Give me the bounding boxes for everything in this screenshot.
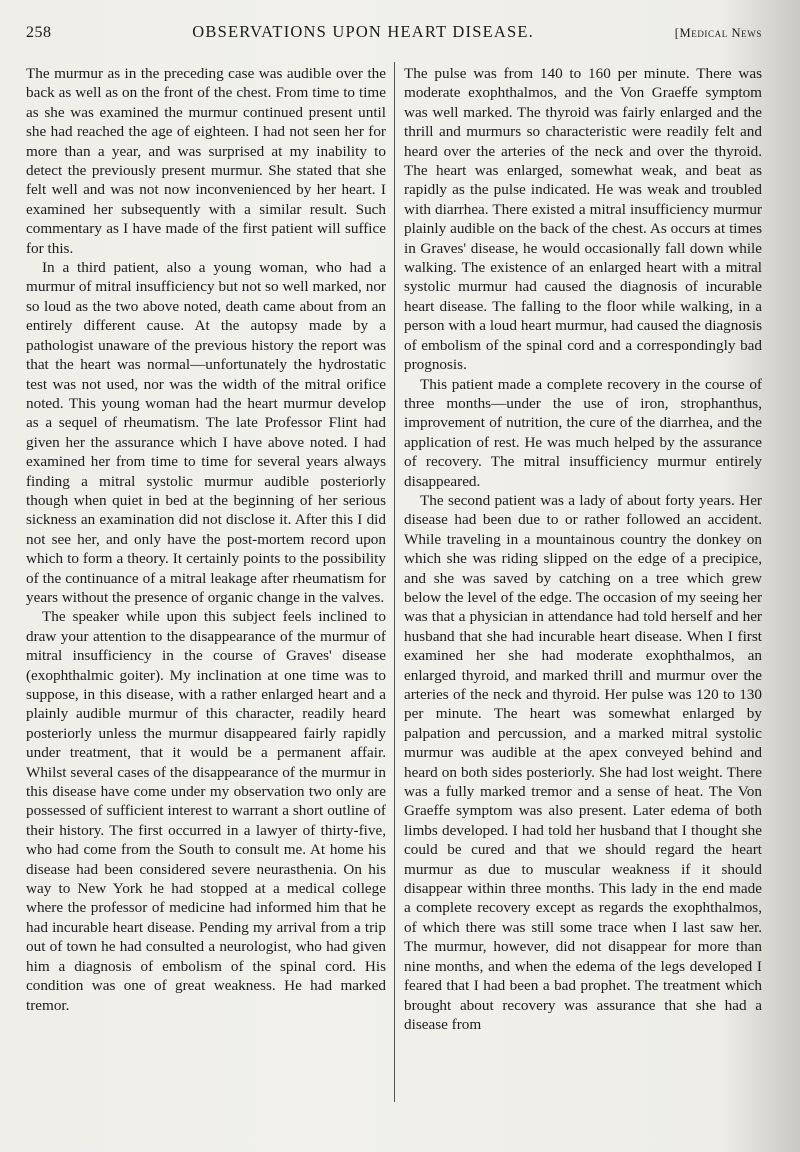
paragraph: The speaker while upon this subject feels inclined to draw your attention to the disappearance of the murmur of mitral insufficiency in the course of Graves' disease (exophthalmic goiter). My inclination at one time was to suppose, in this disease, with a rather enlarged heart and a plainly audible murmur of this character, readily heard posteriorly unless the murmur disappeared fairly rapidly under treatment, that it would be a permanent affair. Whilst several cases of the disappearance of the murmur in this disease have come under my observation two only are possessed of sufficient interest to warrant a short outline of their history. The first occurred in a lawyer of thirty-five, who had come from the South to consult me. At home his disease had been considered severe neurasthenia. On his way to New York he had stopped at a medical college where the professor of medicine had informed him that he had incurable heart disease. Pending my arrival from a trip out of town he had consulted a neurologist, who had given him a diagnosis of embolism of the spinal cord. His condition was one of great weakness. He had marked tremor. — [26, 608, 386, 1014]
left-column — [26, 64, 386, 1015]
paragraph: The murmur as in the preceding case was audible over the back as well as on the front of the chest. From time to time as she was examined the murmur continued present until she had reached the age of eighteen. I had not seen her for more than a year, and was surprised at my inability to detect the previously present murmur. She stated that she felt well and was not now inconvenienced by her heart. I examined her subsequently with a similar result. Such commentary as I have made of the first patient will suffice for this. — [26, 65, 386, 257]
running-header — [26, 22, 762, 48]
paragraph: The second patient was a lady of about forty years. Her disease had been due to or rather followed an accident. While traveling in a mountainous country the donkey on which she was riding slipped on the edge of a precipice, and she was saved by catching on a tree which grew below the level of the edge. The occasion of my seeing her was that a physician in attendance had told herself and her husband that she had incurable heart disease. When I first examined her she had moderate exophthalmos, an enlarged thyroid, and marked thrill and murmur over the arteries of the neck and thyroid. Her pulse was 120 to 130 per minute. The heart was somewhat enlarged by palpation and percussion, and a marked mitral systolic murmur was audible at the apex conveyed behind and heard on both sides posteriorly. She had lost weight. There was a fully marked tremor and a sense of heat. The Von Graeffe symptom was also present. Later edema of both limbs developed. I had told her husband that I thought she could be cured and that we should regard the heart murmur as due to muscular weakness if it should disappear within three months. This lady in the end made a complete recovery except as regards the exophthalmos, of which there was still some trace when I last saw her. The murmur, however, did not disappear for more than nine months, and when the edema of the legs developed I feared that I had been a bad prophet. The treatment which brought about recovery was assurance that she had a disease from — [404, 491, 762, 1033]
running-title: OBSERVATIONS UPON HEART DISEASE. — [192, 22, 534, 41]
page-number: 258 — [26, 24, 52, 41]
journal-name: [Medical News — [674, 26, 762, 40]
paragraph: The pulse was from 140 to 160 per minute. There was moderate exophthalmos, and the Von Graeffe symptom was well marked. The thyroid was fairly enlarged and the thrill and murmurs so characteristic were readily felt and heard over the arteries of the neck and over the thyroid. The heart was enlarged, somewhat weak, and beat as rapidly as the pulse indicated. He was weak and troubled with diarrhea. There existed a mitral insufficiency murmur plainly audible on the back of the chest. As occurs at times in Graves' disease, he would occasionally fall down while walking. The existence of an enlarged heart with a mitral systolic murmur had caused the diagnosis of incurable heart disease. The falling to the floor while walking, in a person with a loud heart murmur, had caused the diagnosis of embolism of the spinal cord and a correspondingly bad prognosis. — [404, 65, 762, 374]
right-column — [404, 64, 762, 1034]
column-divider — [394, 62, 395, 1102]
paragraph: In a third patient, also a young woman, who had a murmur of mitral insufficiency but not so well marked, nor so loud as the two above noted, death came about from an entirely different cause. At the autopsy made by a pathologist unaware of the previous history the report was that the heart was normal—unfortunately the hydrostatic test was not used, nor was the width of the mitral orifice noted. This young woman had the heart murmur develop as a sequel of rheumatism. The late Professor Flint had given her the assurance which I have above noted. I had examined her from time to time for several years always finding a mitral systolic murmur audible posteriorly though when quiet in bed at the beginning of her serious sickness an examination did not disclose it. After this I did not see her, and only have the post-mortem record upon which to form a theory. It certainly points to the possibility of the continuance of a mitral leakage after rheumatism for years without the presence of organic change in the valves. — [26, 259, 386, 606]
paragraph: This patient made a complete recovery in the course of three months—under the use of iron, strophanthus, improvement of nutrition, the cure of the diarrhea, and the application of rest. He was much helped by the assurance of recovery. The mitral insufficiency murmur entirely disappeared. — [404, 375, 762, 490]
